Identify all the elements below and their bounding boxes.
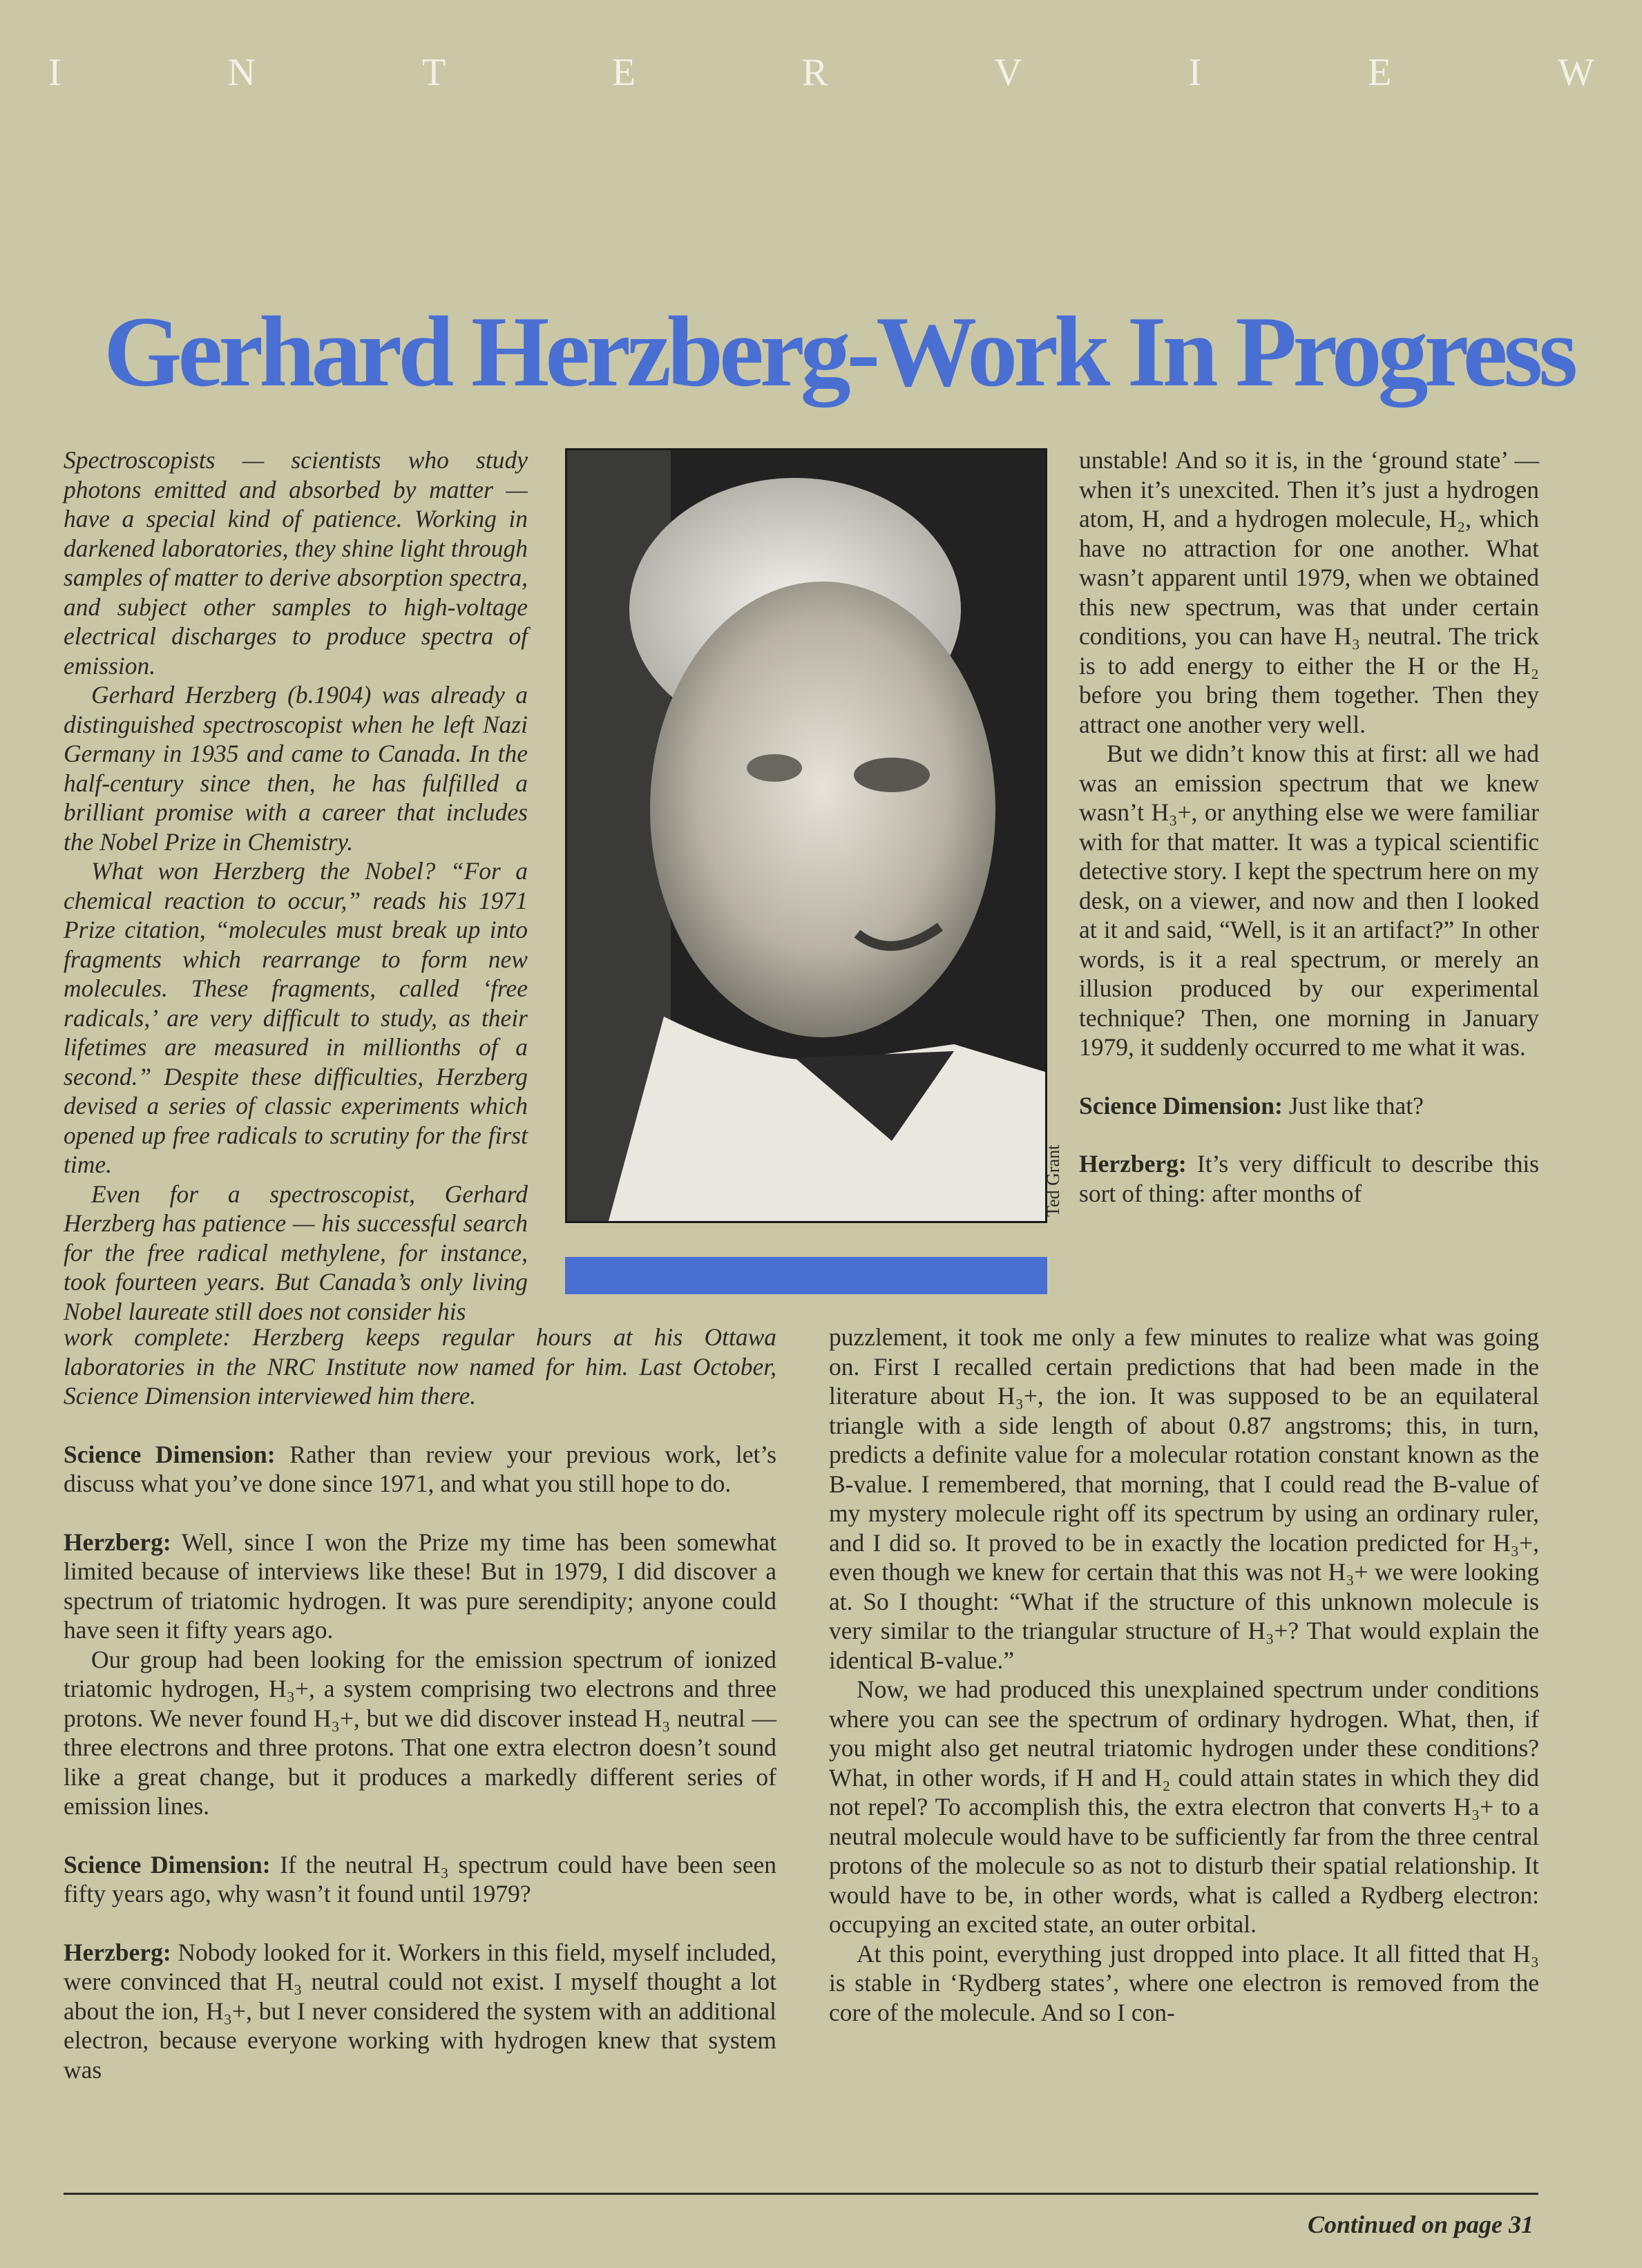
header-letter: I bbox=[1188, 51, 1203, 94]
question-paragraph bbox=[64, 1850, 776, 1909]
answer-paragraph bbox=[64, 1938, 776, 2085]
answer-paragraph: At this point, everything just dropped into place. It all fitted that H₃ is stable in ‘Rydberg states’, where one electron is removed from the core of the molecule. And so I con- bbox=[829, 1939, 1539, 2026]
continued-note: Continued on page 31 bbox=[1307, 2211, 1534, 2238]
question-text: Just like that? bbox=[1282, 1091, 1424, 1119]
intro-paragraph: work complete: Herzberg keeps regular hours at his Ottawa laboratories in the NRC Institute now named for him. Last October, Science Dimension interviewed him there. bbox=[64, 1323, 776, 1410]
question-paragraph bbox=[1079, 1091, 1539, 1121]
answer-text: Well, since I won the Prize my time has been somewhat limited because of interviews like these! But in 1979, I did discover a spectrum of triatomic hydrogen. It was pure serendipity; anyone could have seen it fifty years ago. bbox=[64, 1528, 776, 1644]
speaker-label: Herzberg: bbox=[64, 1938, 171, 1966]
speaker-label: Herzberg: bbox=[64, 1528, 171, 1556]
left-column bbox=[64, 1323, 776, 2084]
header-letter: N bbox=[227, 51, 257, 94]
speaker-label: Science Dimension: bbox=[64, 1850, 271, 1878]
intro-paragraph: Gerhard Herzberg (b.1904) was already a distinguished spectroscopist when he left Nazi Germany in 1935 and came to Canada. In the half-century since then, he has fulfilled a brilliant promise with a career that includes the Nobel Prize in Chemistry. bbox=[64, 681, 528, 856]
intro-column bbox=[64, 445, 528, 1326]
answer-paragraph: Our group had been looking for the emission spectrum of ionized triatomic hydrogen, H₃+, a system comprising two electrons and three protons. We never found H₃+, but we did discover instead H₃ neutral — three electrons and three protons. That one extra electron doesn’t sound like a great change, but it produces a markedly different series of emission lines. bbox=[64, 1645, 776, 1820]
intro-paragraph: Spectroscopists — scientists who study photons emitted and absorbed by matter — have a special kind of patience. Working in darkened laboratories, they shine light through samples of matter to derive absorption spectra, and subject other samples to high-voltage electrical discharges to produce spectra of emission. bbox=[64, 446, 528, 680]
header-letter: V bbox=[994, 51, 1024, 94]
question-text: If the neutral H₃ spectrum could have been seen fifty years ago, why wasn’t it found until 1979? bbox=[64, 1850, 776, 1907]
speaker-label: Science Dimension: bbox=[1079, 1091, 1283, 1119]
speaker-label: Science Dimension: bbox=[64, 1440, 276, 1468]
intro-paragraph: Even for a spectroscopist, Gerhard Herzberg has patience — his successful search for the free radical methylene, for instance, took fourteen years. But Canada’s only living Nobel laureate still does not consider his bbox=[64, 1180, 528, 1325]
answer-text: Nobody looked for it. Workers in this field, myself included, were convinced that H₃ neutral could not exist. I myself thought a lot about the ion, H₃+, but I never considered the system with an additional electron, because everyone working with hydrogen knew that system was bbox=[64, 1938, 776, 2084]
header-letter: T bbox=[421, 51, 448, 94]
footer-rule bbox=[64, 2193, 1538, 2195]
article-title: Gerhard Herzberg-Work In Progress bbox=[104, 296, 1574, 407]
header-letter: W bbox=[1558, 51, 1596, 94]
header-letter: I bbox=[48, 51, 63, 94]
answer-paragraph: unstable! And so it is, in the ‘ground state’ — when it’s unexcited. Then it’s just a hydrogen atom, H, and a hydrogen molecule, H₂, which have no attraction for one another. What wasn’t apparent until 1979, when we obtained this new spectrum, was that under certain conditions, you can have H₃ neutral. The trick is to add energy to either the H or the H₂ before you bring them together. Then they attract one another very well. bbox=[1079, 446, 1539, 738]
photo-caption-bar bbox=[565, 1257, 1047, 1294]
answer-text: It’s very difficult to describe this sort of thing: after months of bbox=[1079, 1150, 1539, 1207]
answer-paragraph bbox=[64, 1528, 776, 1645]
portrait-photo bbox=[565, 448, 1047, 1223]
right-wide-column bbox=[829, 1323, 1539, 2027]
question-paragraph bbox=[64, 1440, 776, 1499]
header-letter: E bbox=[611, 51, 638, 94]
section-header bbox=[48, 41, 1596, 104]
portrait-image bbox=[567, 450, 1045, 1221]
header-letter: R bbox=[801, 51, 830, 94]
header-letter: E bbox=[1368, 51, 1393, 94]
photo-credit: Ted Grant bbox=[1043, 1144, 1063, 1218]
answer-paragraph: But we didn’t know this at first: all we had was an emission spectrum that we knew wasn’t H₃+, or anything else we were familiar with for that matter. It was a typical scientific detective story. I kept the spectrum here on my desk, on a viewer, and now and then I looked at it and said, “Well, is it an artifact?” In other words, is it a real spectrum, or merely an illusion produced by our experimental technique? Then, one morning in January 1979, it suddenly occurred to me what it was. bbox=[1079, 740, 1539, 1061]
question-text: Rather than review your previous work, let’s discuss what you’ve done since 1971, and what you still hope to do. bbox=[64, 1440, 776, 1497]
right-column bbox=[1079, 445, 1539, 1208]
answer-paragraph bbox=[1079, 1149, 1539, 1208]
answer-paragraph: Now, we had produced this unexplained spectrum under conditions where you can see the spectrum of ordinary hydrogen. What, then, if you might also get neutral triatomic hydrogen under these conditions? What, in other words, if H and H₂ could attain states in which they did not repel? To accomplish this, the extra electron that converts H₃+ to a neutral molecule would have to be sufficiently far from the three central protons of the molecule so as not to disturb their spatial relationship. It would have to be, in other words, what is called a Rydberg electron: occupying an excited state, an outer orbital. bbox=[829, 1675, 1539, 1938]
speaker-label: Herzberg: bbox=[1079, 1150, 1187, 1178]
answer-paragraph: puzzlement, it took me only a few minutes to realize what was going on. First I recalled certain predictions that had been made in the literature about H₃+, the ion. It was supposed to be an equilateral triangle with a side length of about 0.87 angstroms; this, in turn, predicts a definite value for a molecular rotation constant known as the B-value. I remembered, that morning, that I could read the B-value of my mystery molecule right off its spectrum by using an ordinary ruler, and I did so. It proved to be in exactly the location predicted for H₃+, even though we knew for certain that this was not H₃+ we were looking at. So I thought: “What if the structure of this unknown molecule is very similar to the triangular structure of H₃+? That would explain the identical B-value.” bbox=[829, 1323, 1539, 1674]
intro-paragraph: What won Herzberg the Nobel? “For a chemical reaction to occur,” reads his 1971 Prize citation, “molecules must break up into fragments which rearrange to form new molecules. These fragments, called ‘free radicals,’ are very difficult to study, as their lifetimes are measured in millionths of a second.” Despite these difficulties, Herzberg devised a series of classic experiments which opened up free radicals to scrutiny for the first time. bbox=[64, 857, 528, 1178]
